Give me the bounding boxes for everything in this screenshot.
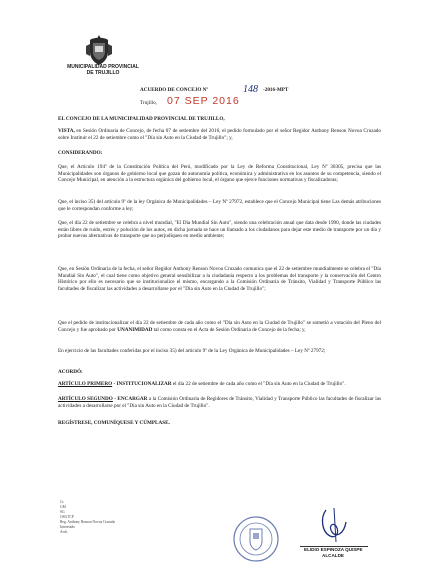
considerando-heading: CONSIDERANDO: bbox=[58, 150, 103, 156]
paragraph-regidor: Que, en Sesión Ordinaria de la fecha, el señor Regidor Anthony Renson Novoa Cruzado comunica que el 22 de setiembre mundialmente se celebra el "Día Mundial Sin Auto", el cual tiene como objetivo general sensibilizar a la ciudadanía respecto a los problemas del transporte y la conservación del Centro Histórico por ello es necesario que se institucionalice el mismo, encargando a la Comisión Ordinaria de Tránsito, Vialidad y Transporte Público las facultades de fiscalizar las actividades a desarrollarse por el "Día sin Auto en la Ciudad de Trujillo"; bbox=[58, 266, 381, 292]
acordo-heading: ACORDÓ: bbox=[58, 369, 83, 375]
paragraph-constitution: Que, el Artículo 194º de la Constitución Política del Perú, modificado por la Ley de Reforma Constitucional, Ley Nº 30305, precisa que las Municipalidades son órganos de gobierno local que gozan de autonomía política, económica y administrativa en los asuntos de su competencia, siendo el Concejo Municipal, en atención a la estructura orgánica del gobierno local, el órgano que ejerce funciones normativas y fiscalizadoras; bbox=[58, 164, 381, 184]
article-one: ARTÍCULO PRIMERO - INSTITUCIONALIZAR el día 22 de setiembre de cada año como el "Día sin Auto en la Ciudad de Trujillo". bbox=[58, 381, 346, 387]
handwritten-signature bbox=[318, 504, 350, 544]
agreement-title: ACUERDO DE CONCEJO Nº bbox=[140, 87, 209, 93]
signer-title: ALCALDE bbox=[322, 553, 344, 558]
paragraph-powers: En ejercicio de las facultades conferidas por el inciso 35) del artículo 9º de la Ley Orgánica de Municipalidades – Ley Nº 27972; bbox=[58, 348, 326, 354]
paragraph-vote: Que el pedido de institucionalizar el día 22 de setiembre de cada año como el "Día sin Auto en la Ciudad de Trujillo" se sometió a votación del Pleno del Concejo y fue aprobado por UNANIMIDAD tal como consta en el Acta de Sesión Ordinaria de Concejo de la fecha; y, bbox=[58, 320, 381, 333]
paragraph-world-day: Que, el día 22 de setiembre se celebra a nivel mundial, "El Día Mundial Sin Auto", siendo una celebración anual que data desde 1990, donde las ciudades están libres de ruido, estrés y polución de los autos, en dicha jornada se hace un llamado a los ciudadanos para dejar este medio de transporte por un día y probar nuevas alternativas de transporte que no perjudiquen en medio ambiente; bbox=[58, 220, 381, 240]
paragraph-inciso: Que, el inciso 35) del artículo 9º de la ley Orgánica de Municipalidades – Ley Nº 27972, establece que el Concejo Municipal tiene Las demás atribuciones que le correspondan conforme a ley; bbox=[58, 199, 381, 212]
place-label: Trujillo, bbox=[140, 100, 157, 106]
council-heading: EL CONCEJO DE LA MUNICIPALIDAD PROVINCIAL DE TRUJILLO, bbox=[58, 116, 225, 122]
official-seal-stamp bbox=[232, 515, 280, 563]
article-two: ARTÍCULO SEGUNDO - ENCARGAR a la Comisión Ordinaria de Regidores de Tránsito, Vialidad y Transporte Público las facultades de fiscalizar las actividades a desarrollarse por el "Día sin Auto en la Ciudad de Trujillo". bbox=[58, 396, 381, 409]
municipal-crest-logo bbox=[84, 34, 114, 66]
agreement-number: 148 bbox=[243, 84, 258, 95]
signer-name: ELIDIO ESPINOZA QUISPE bbox=[304, 547, 363, 552]
agreement-title-suffix: -2016-MPT bbox=[263, 87, 289, 93]
document-page: MUNICIPALIDAD PROVINCIAL DE TRUJILLO ACUERDO DE CONCEJO Nº 148 -2016-MPT Trujillo, 07 SEP 2016 EL CONCEJO DE LA MUNICIPALIDAD PROVINCIAL DE TRUJILLO, VISTA, en Sesión Ordinaria de Concejo, de fecha 07 de setiembre del 2016, el pedido formulado por el señor Regidor Anthony Renson Novoa Cruzado sobre Instituir el 22 de setiembre como el "Día sin Auto en la Ciudad de Trujillo"; y, CONSIDERANDO: Que, el Artículo 194º de la Constitución Política del Perú, modificado por la Ley de Reforma Constitucional, Ley Nº 30305, precisa que las Municipalidades son órganos de gobierno local que gozan de autonomía política, económica y administrativa en los asuntos de su competencia, siendo el Concejo Municipal, en atención a la estructura orgánica del gobierno local, el órgano que ejerce funciones normativas y fiscalizadoras; Que, el inciso 35) del artículo 9º de la ley Orgánica de Municipalidades – Ley Nº 27972, establece que el Concejo Municipal tiene Las demás atribuciones que le correspondan conforme a ley; Que, el día 22 de setiembre se celebra a nivel mundial, "El Día Mundial Sin Auto", siendo una celebración anual que data desde 1990, donde las ciudades están libres de ruido, estrés y polución de los autos, en dicha jornada se hace un llamado a los ciudadanos para dejar este medio de transporte por un día y probar nuevas alternativas de transporte que no perjudiquen en medio ambiente; Que, en Sesión Ordinaria de la fecha, el señor Regidor Anthony Renson Novoa Cruzado comunica que el 22 de setiembre mundialmente se celebra el "Día Mundial Sin Auto", el cual tiene como objetivo general sensibilizar a la ciudadanía respecto a los problemas del transporte y la conservación del Centro Histórico por ello es necesario que se institucionalice el mismo, encargando a la Comisión Ordinaria de Tránsito, Vialidad y Transporte Público las facultades de fiscalizar las actividades a desarrollarse por el "Día sin Auto en la Ciudad de Trujillo"; Que el pedido de institucionalizar el día 22 de setiembre de cada año como el "Día sin Auto en la Ciudad de Trujillo" se sometió a votación del Pleno del Concejo y fue aprobado por UNANIMIDAD tal como consta en el Acta de Sesión Ordinaria de Concejo de la fecha; y, En ejercicio de las facultades conferidas por el inciso 35) del artículo 9º de la Ley Orgánica de Municipalidades – Ley Nº 27972; ACORDÓ: ARTÍCULO PRIMERO - INSTITUCIONALIZAR el día 22 de setiembre de cada año como el "Día sin Auto en la Ciudad de Trujillo". ARTÍCULO SEGUNDO - ENCARGAR a la Comisión Ordinaria de Regidores de Tránsito, Vialidad y Transporte Público las facultades de fiscalizar las actividades a desarrollarse por el "Día sin Auto en la Ciudad de Trujillo". REGÍSTRESE, COMUNÍQUESE Y CÚMPLASE. Cc GM SG OSGTCP Reg. Anthony Renson Novoa Cruzado Interesado Arch. ELIDIO ESPINOZA QUISPE ALCALDE bbox=[0, 0, 425, 585]
vista-paragraph: VISTA, en Sesión Ordinaria de Concejo, de fecha 07 de setiembre del 2016, el pedido formulado por el señor Regidor Anthony Renson Novoa Cruzado sobre Instituir el 22 de setiembre como el "Día sin Auto en la Ciudad de Trujillo"; y, bbox=[58, 128, 381, 141]
institution-name: MUNICIPALIDAD PROVINCIAL DE TRUJILLO bbox=[67, 64, 139, 76]
date-stamp: 07 SEP 2016 bbox=[167, 95, 240, 107]
closing-formula: REGÍSTRESE, COMUNÍQUESE Y CÚMPLASE. bbox=[58, 420, 170, 426]
